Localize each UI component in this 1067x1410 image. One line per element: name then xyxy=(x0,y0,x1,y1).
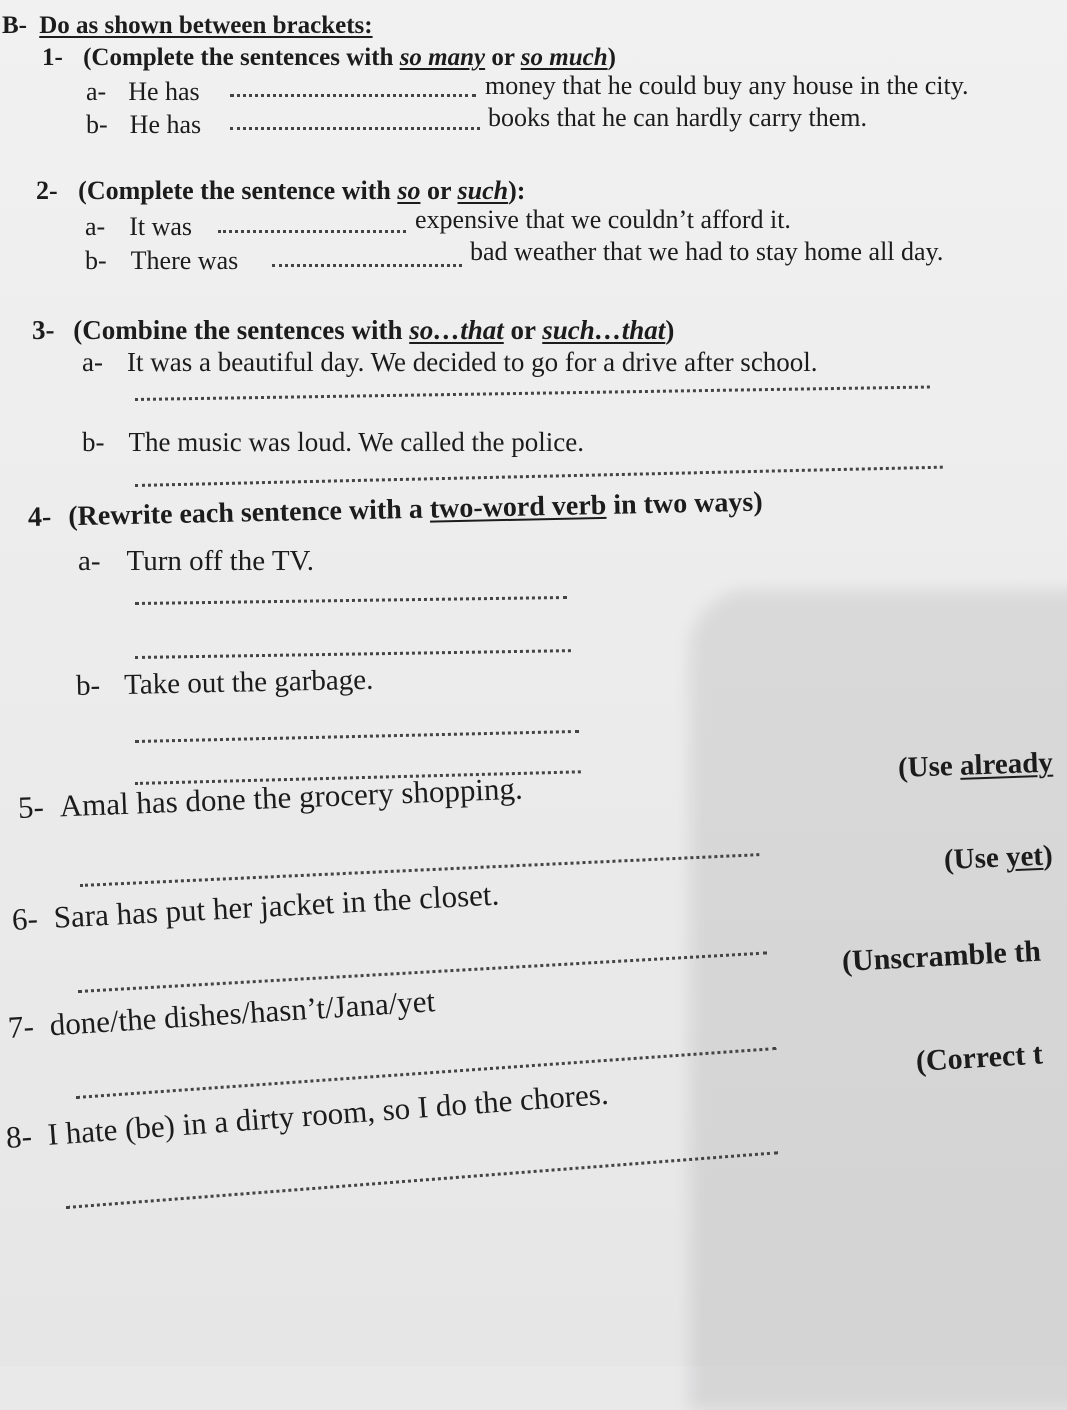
q2-b: b- There was xyxy=(85,246,239,275)
q2-a-blank[interactable] xyxy=(218,230,406,233)
q1-a: a- He has xyxy=(86,77,200,106)
q2-a: a- It was xyxy=(85,212,193,241)
q4-a-answer-line-2[interactable] xyxy=(135,649,571,659)
q1-b-end: books that he can hardly carry them. xyxy=(488,103,868,132)
q1-a-blank[interactable] xyxy=(230,94,476,97)
q1-b-blank[interactable] xyxy=(230,127,480,130)
q8-answer-line[interactable] xyxy=(66,1151,778,1209)
q3-a: a- It was a beautiful day. We decided to go for a drive after school. xyxy=(82,347,818,377)
q8-hint: (Correct t xyxy=(914,1037,1044,1078)
q4-b-answer-line-1[interactable] xyxy=(135,730,579,743)
q8-text: 8- I hate (be) in a dirty room, so I do the chores. xyxy=(4,1075,610,1155)
q3-b-answer-line[interactable] xyxy=(135,466,943,487)
q6-text: 6- Sara has put her jacket in the closet. xyxy=(11,876,500,937)
q2-b-end: bad weather that we had to stay home all day. xyxy=(470,237,944,266)
q5-text: 5- Amal has done the grocery shopping. xyxy=(17,770,524,825)
q5-hint: (Use already xyxy=(897,746,1054,784)
q7-hint: (Unscramble th xyxy=(841,934,1042,978)
q2-instruction: 2- (Complete the sentence with so or such): xyxy=(36,176,526,205)
q3-b: b- The music was loud. We called the police. xyxy=(82,427,584,457)
q3-a-answer-line[interactable] xyxy=(135,386,930,401)
q2-a-end: expensive that we couldn’t afford it. xyxy=(415,205,791,234)
q1-instruction: 1- (Complete the sentences with so many or so much) xyxy=(42,44,616,71)
q1-a-end: money that he could buy any house in the city. xyxy=(485,71,969,100)
q6-hint: (Use yet) xyxy=(943,839,1054,876)
q4-instruction: 4- (Rewrite each sentence with a two-word verb in two ways) xyxy=(27,486,763,533)
q4-a: a- Turn off the TV. xyxy=(78,545,314,577)
q7-text: 7- done/the dishes/hasn’t/Jana/yet xyxy=(6,983,437,1045)
q4-b: b- Take out the garbage. xyxy=(75,663,374,702)
q2-b-blank[interactable] xyxy=(272,264,462,267)
section-heading: B- Do as shown between brackets: xyxy=(2,12,373,39)
q1-b: b- He has xyxy=(86,110,202,139)
q4-a-answer-line-1[interactable] xyxy=(135,596,567,605)
q3-instruction: 3- (Combine the sentences with so…that or such…that) xyxy=(32,315,675,345)
phone-shadow xyxy=(690,590,1067,1410)
